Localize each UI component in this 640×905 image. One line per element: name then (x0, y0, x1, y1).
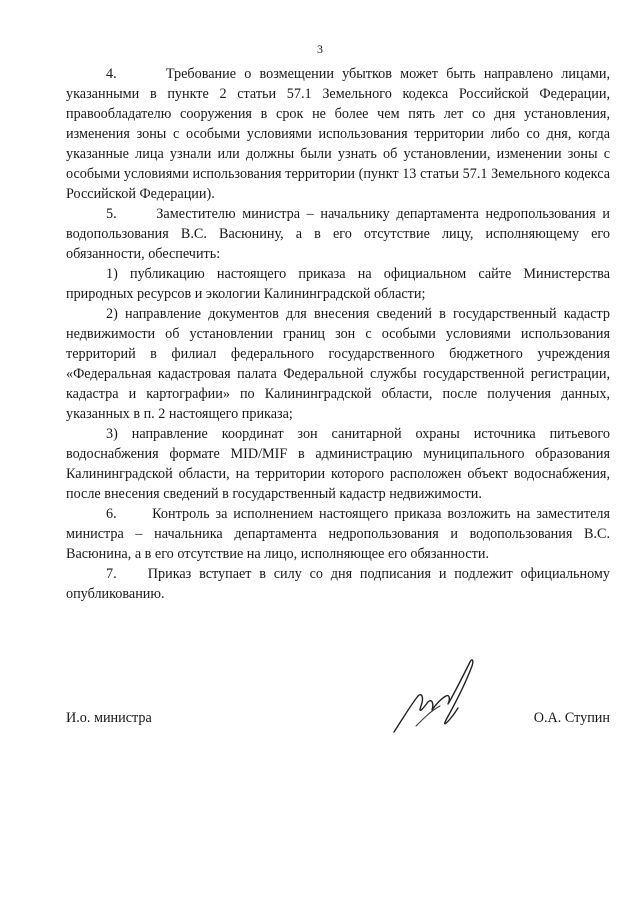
handwritten-signature (388, 648, 508, 738)
paragraph-5-item-1: 1) публикацию настоящего приказа на официальном сайте Министерства природных ресурсов и экологии Калининградской области; (66, 266, 610, 302)
signatory-title: И.о. министра (66, 710, 152, 726)
paragraph-5-item-3: 3) направление координат зон санитарной охраны источника питьевого водоснабжения формате MID/MIF в администрацию муниципального образования Калининградской области, на территории которого расположен объект водоснабжения, после внесения сведений в государственный кадастр недвижимости. (66, 426, 610, 502)
paragraph-5-item-2: 2) направление документов для внесения сведений в государственный кадастр недвижимости об установлении границ зон с особыми условиями использования территорий в филиал федерального государственного бюджетного учреждения «Федеральная кадастровая палата Федеральной службы государственной регистрации, кадастра и картографии» по Калининградской области, после получения данных, указанных в п. 2 настоящего приказа; (66, 306, 610, 422)
signatory-name: О.А. Ступин (533, 710, 610, 726)
paragraph-7: 7. Приказ вступает в силу со дня подписания и подлежит официальному опубликованию. (66, 566, 610, 602)
paragraph-6: 6. Контроль за исполнением настоящего приказа возложить на заместителя министра – начальника департамента недропользования и водопользования В.С. Васюнина, а в его отсутствие на лицо, исполняющее его обязанности. (66, 506, 610, 562)
document-body (66, 64, 610, 604)
paragraph-5: 5. Заместителю министра – начальнику департамента недропользования и водопользования В.С. Васюнину, а в его отсутствие лицу, исполняющему его обязанности, обеспечить: (66, 206, 610, 262)
paragraph-4: 4. Требование о возмещении убытков может быть направлено лицами, указанными в пункте 2 статьи 57.1 Земельного кодекса Российской Федерации, правообладателю сооружения в срок не более чем пять лет со дня установления, изменения зоны с особыми условиями использования территории либо со дня, когда указанные лица узнали или должны были узнать об установлении, изменении зоны с особыми условиями использования территории (пункт 13 статьи 57.1 Земельного кодекса Российской Федерации). (66, 66, 610, 202)
page-number: 3 (317, 42, 323, 56)
